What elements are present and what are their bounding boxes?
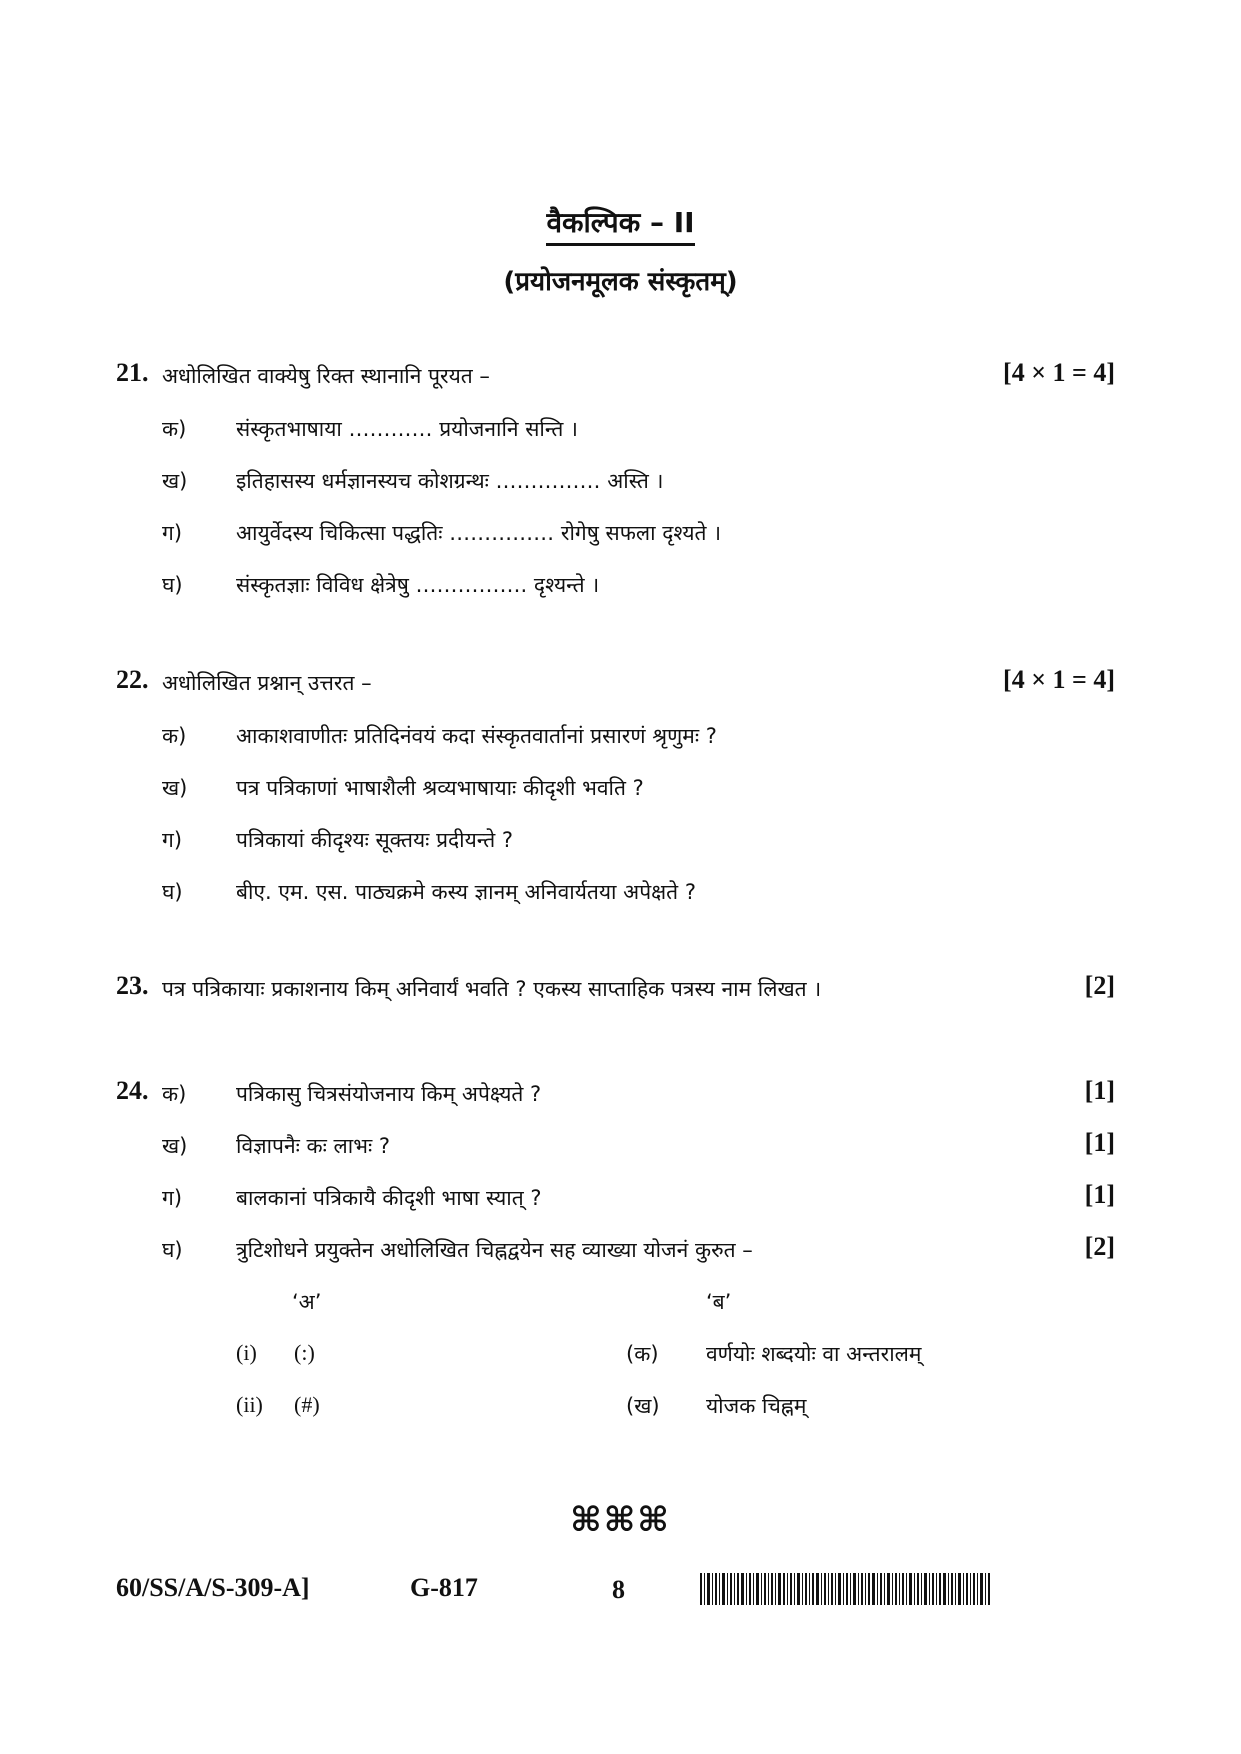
q22-item-label: ग) xyxy=(162,828,183,852)
q24-item-label: घ) xyxy=(162,1238,183,1262)
column-a-heading: ‘अ’ xyxy=(292,1290,322,1314)
q21-number: 21. xyxy=(116,358,149,387)
q24-item-label: ख) xyxy=(162,1134,188,1158)
q21-item-label: घ) xyxy=(162,573,183,597)
q22-item-label: क) xyxy=(162,724,187,748)
q22-item-text: पत्रिकायां कीदृश्यः सूक्तयः प्रदीयन्ते ? xyxy=(236,828,514,852)
section-title-text: वैकल्पिक – II xyxy=(546,206,694,246)
q22-marks: [4 × 1 = 4] xyxy=(1003,665,1115,694)
pair-b-label: (ख) xyxy=(626,1394,660,1418)
q24-item-marks: [2] xyxy=(1084,1232,1115,1261)
q22-number: 22. xyxy=(116,665,149,694)
q21-item-text: इतिहासस्य धर्मज्ञानस्यच कोशग्रन्थः …………… अस्ति । xyxy=(236,469,664,493)
q22-item-label: ख) xyxy=(162,776,188,800)
section-title xyxy=(0,203,1241,241)
q22-item-text: पत्र पत्रिकाणां भाषाशैली श्रव्यभाषायाः कीदृशी भवति ? xyxy=(236,776,644,800)
pair-b-text: वर्णयोः शब्दयोः वा अन्तरालम् xyxy=(706,1342,922,1366)
q23-text: पत्र पत्रिकायाः प्रकाशनाय किम् अनिवार्यं भवति ? एकस्य साप्ताहिक पत्रस्य नाम लिखत । xyxy=(162,977,822,1001)
q21-item-label: क) xyxy=(162,417,187,441)
end-of-paper-symbols: ⌘⌘⌘ xyxy=(570,1500,671,1540)
q22-item-text: बीए. एम. एस. पाठ्यक्रमे कस्य ज्ञानम् अनिवार्यतया अपेक्षते ? xyxy=(236,880,696,904)
q24-item-marks: [1] xyxy=(1084,1128,1115,1157)
q24-item-marks: [1] xyxy=(1084,1076,1115,1105)
pair-number: (i) xyxy=(236,1340,257,1365)
q21-text: अधोलिखित वाक्येषु रिक्त स्थानानि पूरयत – xyxy=(162,364,490,388)
q22-item-text: आकाशवाणीतः प्रतिदिनंवयं कदा संस्कृतवार्तानां प्रसारणं श्रृणुमः ? xyxy=(236,724,717,748)
q23-marks: [2] xyxy=(1084,971,1115,1000)
pair-b-text: योजक चिह्नम् xyxy=(706,1394,807,1418)
pair-number: (ii) xyxy=(236,1392,263,1417)
q21-item-text: संस्कृतभाषाया ………… प्रयोजनानि सन्ति । xyxy=(236,417,578,441)
q24-item-text: पत्रिकासु चित्रसंयोजनाय किम् अपेक्ष्यते ? xyxy=(236,1082,542,1106)
q21-item-text: आयुर्वेदस्य चिकित्सा पद्धतिः …………… रोगेषु सफला दृश्यते । xyxy=(236,521,722,545)
page-number: 8 xyxy=(612,1575,625,1604)
barcode-image xyxy=(700,1573,990,1605)
q21-item-text: संस्कृतज्ञाः विविध क्षेत्रेषु ……………. दृश्यन्ते । xyxy=(236,573,600,597)
column-b-heading: ‘ब’ xyxy=(706,1290,732,1314)
q24-item-label: क) xyxy=(162,1082,187,1106)
series-code: G-817 xyxy=(410,1573,478,1602)
q21-marks: [4 × 1 = 4] xyxy=(1003,358,1115,387)
q24-item-text: विज्ञापनैः कः लाभः ? xyxy=(236,1134,391,1158)
q21-item-label: ख) xyxy=(162,469,188,493)
q21-item-label: ग) xyxy=(162,521,183,545)
section-subtitle: (प्रयोजनमूलक संस्कृतम्) xyxy=(503,267,738,297)
pair-symbol: (:) xyxy=(294,1340,315,1365)
q24-item-text: त्रुटिशोधने प्रयुक्तेन अधोलिखित चिह्नद्वयेन सह व्याख्या योजनं कुरुत – xyxy=(236,1238,753,1262)
q24-item-marks: [1] xyxy=(1084,1180,1115,1209)
q23-number: 23. xyxy=(116,971,149,1000)
q24-item-label: ग) xyxy=(162,1186,183,1210)
q22-text: अधोलिखित प्रश्नान् उत्तरत – xyxy=(162,671,372,695)
q22-item-label: घ) xyxy=(162,880,183,904)
paper-code: 60/SS/A/S-309-A] xyxy=(116,1573,310,1602)
q24-item-text: बालकानां पत्रिकायै कीदृशी भाषा स्यात् ? xyxy=(236,1186,542,1210)
pair-b-label: (क) xyxy=(626,1342,659,1366)
pair-symbol: (#) xyxy=(294,1392,320,1417)
q24-number: 24. xyxy=(116,1076,149,1105)
